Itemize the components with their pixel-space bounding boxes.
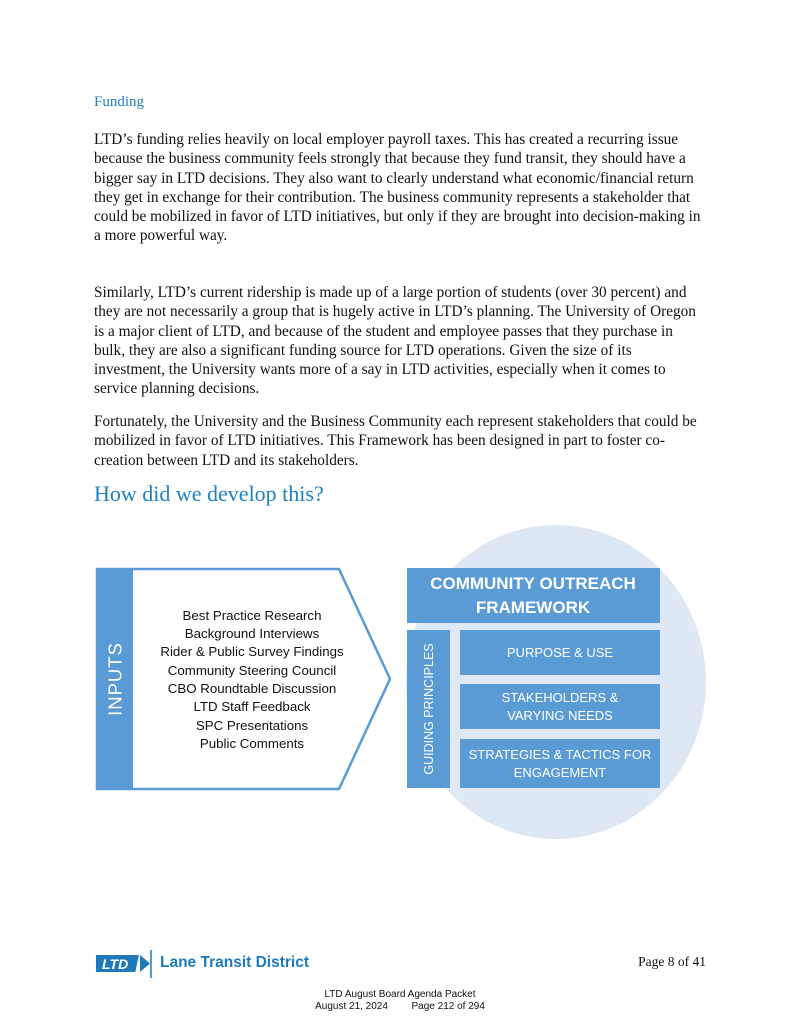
framework-title: COMMUNITY OUTREACH [430,574,636,593]
packet-date: August 21, 2024 [315,1001,388,1012]
guiding-principles-label: GUIDING PRINCIPLES [422,643,436,775]
input-item: Public Comments [199,736,305,751]
input-item: CBO Roundtable Discussion [167,681,337,696]
principle-label: PURPOSE & USE [506,645,614,660]
subheading-develop: How did we develop this? [94,481,324,506]
paragraph-ridership: Similarly, LTD’s current ridership is made up of a large portion of students (over 30 percent) and they are not necessarily a group that is hugely active in LTD’s planning. The University of Oregon is a major client of LTD, and because of the student and employee passes that they purchase in bulk, they are also a significant funding source for LTD operations. Given the size of its investment, the University wants more of a say in LTD activities, especially when it comes to service planning decisions. [94,284,696,398]
principle-label: ENGAGEMENT [513,765,607,780]
paragraph-funding: LTD’s funding relies heavily on local employer payroll taxes. This has created a recurring issue because the business community feels strongly that because they fund transit, they should have a bigger say in LTD decisions. They also want to clearly understand what economic/financial return they get in exchange for their contribution. The business community represents a stakeholder that could be mobilized in favor of LTD initiatives, but only if they are brought into decision-making in a more powerful way. [94,131,701,245]
paragraph-stakeholders: Fortunately, the University and the Business Community each represent stakeholders that could be mobilized in favor of LTD initiatives. This Framework has been designed in part to foster co-creation between LTD and its stakeholders. [94,413,697,469]
input-item: SPC Presentations [195,718,309,733]
input-item: Rider & Public Survey Findings [160,644,344,659]
logo-letters: LTD [102,956,129,972]
page-number: Page 8 of 41 [638,954,706,969]
inputs-arrow [97,569,390,789]
section-heading: Funding [94,94,145,110]
packet-title: LTD August Board Agenda Packet [324,989,476,1000]
input-item: LTD Staff Feedback [193,699,311,714]
input-item: Background Interviews [184,626,320,641]
principle-label: VARYING NEEDS [507,708,613,723]
principle-label: STRATEGIES & TACTICS FOR [468,747,652,762]
district-name: Lane Transit District [160,954,310,971]
packet-date-line [0,1001,800,1012]
framework-title: FRAMEWORK [475,598,591,617]
packet-page: Page 212 of 294 [411,1001,485,1012]
input-item: Community Steering Council [167,663,337,678]
inputs-label: INPUTS [104,642,126,716]
input-item: Best Practice Research [182,608,322,623]
principle-label: STAKEHOLDERS & [501,690,619,705]
ltd-logo [96,950,156,978]
